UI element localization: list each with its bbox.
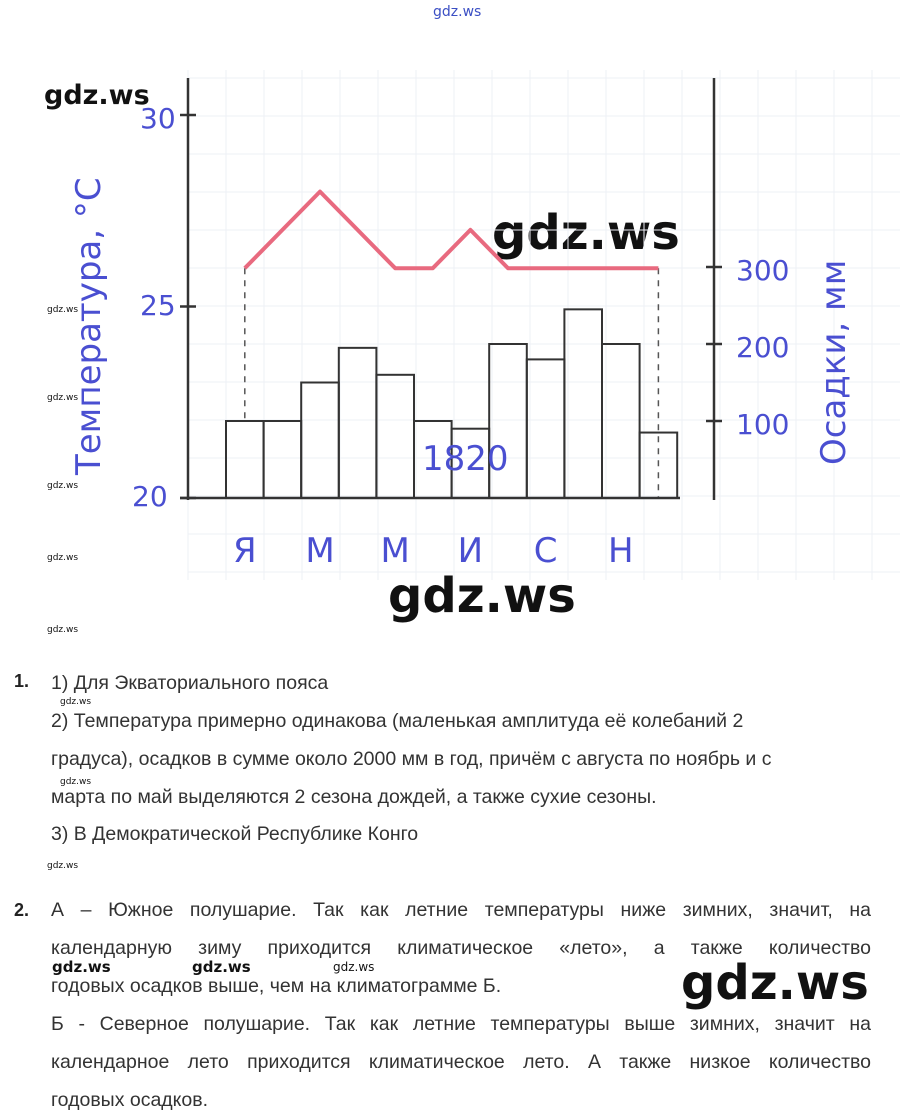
watermark-small: gdz.ws [47,393,79,403]
precipitation-bar [301,383,339,499]
watermark-small: gdz.ws [47,625,79,635]
question-number: 2. [14,900,30,920]
watermark-small: gdz.ws [47,481,79,491]
watermark-small: gdz.ws [60,697,92,707]
watermark-small: gdz.ws [192,958,251,976]
month-label: М [305,531,335,571]
watermark-logo: gdz.ws [388,568,576,624]
watermark-small: gdz.ws [52,958,111,976]
precipitation-bar [226,421,264,498]
precipitation-bar [339,348,377,498]
watermark-logo: gdz.ws [681,955,869,1011]
month-label: Я [232,531,257,571]
answer-line: А – Южное полушарие. Так как летние температуры ниже зимних, значит, на [51,899,871,921]
watermark-top: gdz.ws [433,4,482,20]
temp-tick-20: 20 [132,480,168,513]
month-label: Н [608,531,634,571]
grid-lines [188,70,900,580]
watermark-logo: gdz.ws [492,205,680,261]
temp-tick-25: 25 [140,289,176,322]
watermark-small: gdz.ws [333,960,375,974]
month-label: С [533,531,558,571]
question-number: 1. [14,671,30,691]
month-label: М [380,531,410,571]
month-label: И [457,531,484,571]
precipitation-bar [376,375,414,498]
month-labels [233,531,634,571]
precipitation-bar [564,309,602,498]
precip-tick-300: 300 [736,254,790,287]
watermark-small: gdz.ws [47,861,79,871]
precipitation-bar [527,359,565,498]
watermark-logo: gdz.ws [44,80,150,111]
temp-tick-30: 30 [140,102,176,135]
answer-line: годовых осадков выше, чем на климатограмме Б. [51,975,502,997]
answer-line: Б - Северное полушарие. Так как летние температуры выше зимних, значит на [51,1013,871,1035]
answer-line: марта по май выделяются 2 сезона дождей, а также сухие сезоны. [51,786,657,808]
precipitation-bar [264,421,302,498]
watermark-small: gdz.ws [60,777,92,787]
answer-line: годовых осадков. [51,1089,209,1111]
answer-line: 3) В Демократической Республике Конго [51,823,419,845]
precipitation-bar [602,344,640,498]
precip-tick-100: 100 [736,408,790,441]
precip-axis-label: Осадки, мм [814,259,854,465]
watermark-small: gdz.ws [47,305,79,315]
answer-line: 1) Для Экваториального пояса [51,672,329,694]
precip-tick-200: 200 [736,331,790,364]
answer-line: градуса), осадков в сумме около 2000 мм в год, причём с августа по ноябрь и с [51,748,772,770]
annual-total-annotation: 1820 [422,439,509,479]
temp-axis-label: Температура, °С [69,177,109,475]
watermark-small: gdz.ws [47,553,79,563]
answer-line: календарное лето приходится климатическое лето. А также низкое количество [51,1051,871,1073]
answer-line: 2) Температура примерно одинакова (маленькая амплитуда её колебаний 2 [51,710,744,732]
answer-line: календарную зиму приходится климатическое «лето», а также количество [51,937,871,959]
